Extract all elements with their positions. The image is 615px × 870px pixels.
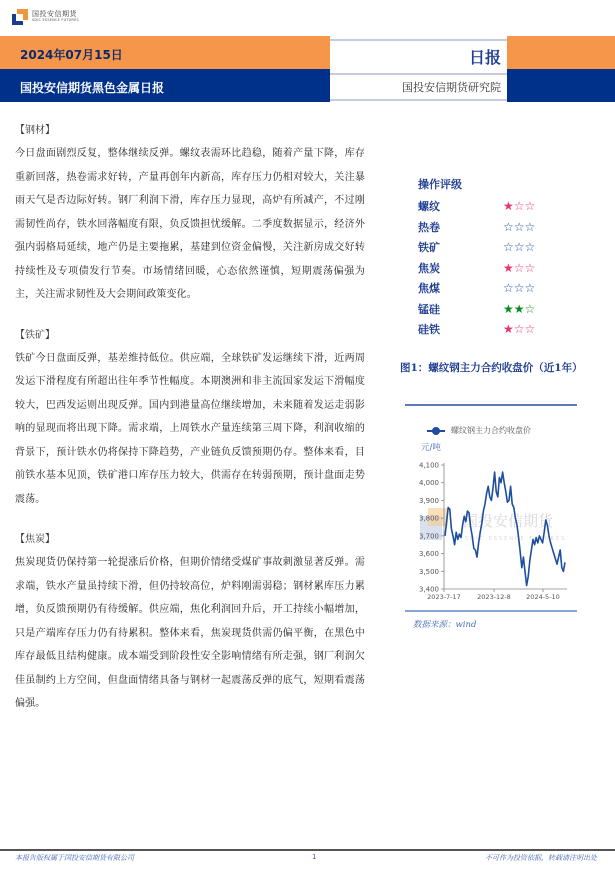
page-number: 1 xyxy=(312,853,317,861)
rating-commodity: 热卷 xyxy=(418,220,440,234)
svg-text:3,800: 3,800 xyxy=(418,514,439,523)
report-date: 2024年07月15日 xyxy=(20,48,123,62)
star-rating-icon: ☆☆☆ xyxy=(503,281,536,296)
section-text: 焦炭现货仍保持第一轮提涨后价格，但期价情绪受煤矿事故刺激显著反弹。需求端，铁水产量虽持续下滑，但仍持较高位，炉料刚需弱稳；钢材累库压力累增，负反馈预期仍有待缓解。供应端，焦化利润回升后，开工持续小幅增加，只是产端库存压力仍有待累积。整体来看，焦炭现货供需仍偏平衡，在黑色中库存最低且结构健康。成本端受到阶段性安全影响情绪有所走强，钢厂利润欠佳虽制约上方空间，但盘面情绪具备与钢材一起震荡反弹的底气，短期看震荡偏强。 xyxy=(15,557,365,709)
svg-text:4,000: 4,000 xyxy=(418,479,439,488)
rating-commodity: 铁矿 xyxy=(418,241,440,255)
company-logo xyxy=(12,9,79,25)
section-text: 铁矿今日盘面反弹，基差维持低位。供应端，全球铁矿发运继续下滑，近两周发运下滑程度有所超出往年季节性幅度。本期澳洲和非主流国家发运下滑幅度较大，巴西发运则出现反弹。国内到港量高位继续增加，未来随着发运走弱影响的显现而将出现下降。需求端，上周铁水产量连续第三周下降，利润收缩的背景下，预计铁水仍将保持下降趋势，产业链负反馈预期仍存。整体来看，目前铁水基本见顶，铁矿港口库存压力较大，供需存在转弱预期，预计盘面走势震荡。 xyxy=(15,352,365,505)
star-rating-icon: ★☆☆ xyxy=(503,260,536,275)
star-rating-icon: ★☆☆ xyxy=(503,199,536,214)
rating-row xyxy=(418,237,568,258)
divider xyxy=(330,73,507,75)
rating-row xyxy=(418,319,568,340)
star-rating-icon: ☆☆☆ xyxy=(503,219,536,234)
divider xyxy=(330,99,507,101)
star-rating-icon: ★★☆ xyxy=(503,301,536,316)
rating-commodity: 焦炭 xyxy=(418,261,440,275)
star-rating-icon: ☆☆☆ xyxy=(503,240,536,255)
ratings-title: 操作评级 xyxy=(418,178,462,191)
logo-name-en: SDIC ESSENCE FUTURES xyxy=(32,18,79,23)
rating-row xyxy=(418,278,568,299)
svg-text:SDIC ESSENCE FUTURES: SDIC ESSENCE FUTURES xyxy=(465,536,567,542)
rating-row xyxy=(418,299,568,320)
svg-text:3,500: 3,500 xyxy=(418,567,439,576)
section-coke xyxy=(15,529,365,716)
rating-commodity: 锰硅 xyxy=(418,302,440,316)
star-rating-icon: ★☆☆ xyxy=(503,322,536,337)
footer-copyright: 本报告版权属于国投安信期货有限公司 xyxy=(15,854,134,862)
legend-marker-icon xyxy=(427,430,445,432)
footer-disclaimer: 不可作为投资依据，转载请注明出处 xyxy=(485,854,597,862)
section-title: 【焦炭】 xyxy=(15,534,55,545)
rating-commodity: 硅铁 xyxy=(418,323,440,337)
figure-title: 图1：螺纹钢主力合约收盘价（近1年） xyxy=(400,362,583,374)
svg-text:4,100: 4,100 xyxy=(418,461,439,470)
rating-row xyxy=(418,196,568,217)
chart-legend xyxy=(427,425,531,436)
rating-row xyxy=(418,217,568,238)
y-axis-unit: 元/吨 xyxy=(421,443,441,453)
section-title: 【铁矿】 xyxy=(15,329,55,341)
svg-text:2024-5-10: 2024-5-10 xyxy=(526,593,560,601)
ratings-panel xyxy=(418,176,568,340)
divider xyxy=(405,404,577,406)
title-box xyxy=(330,36,507,102)
report-type-title: 日报 xyxy=(468,48,501,67)
legend-label: 螺纹钢主力合约收盘价 xyxy=(451,426,531,435)
logo-name-cn: 国投安信期货 xyxy=(32,10,77,19)
footer-divider xyxy=(0,849,615,851)
svg-text:3,600: 3,600 xyxy=(418,550,439,559)
institute-name: 国投安信期货研究院 xyxy=(402,81,501,94)
commentary-column xyxy=(15,120,365,734)
report-name: 国投安信期货黑色金属日报 xyxy=(20,81,165,95)
divider xyxy=(330,39,507,41)
rating-commodity: 焦煤 xyxy=(418,282,440,296)
svg-text:3,400: 3,400 xyxy=(418,585,439,594)
svg-text:2023-7-17: 2023-7-17 xyxy=(427,593,461,601)
divider xyxy=(405,610,577,612)
rating-row xyxy=(418,258,568,279)
section-title: 【钢材】 xyxy=(15,125,55,136)
section-text: 今日盘面剧烈反复，整体继续反弹。螺纹表需环比趋稳，随着产量下降，库存重新回落，热卷需求好转，产量再创年内新高，库存压力仍相对较大，关注暴雨天气是否边际好转。钢厂利润下滑，库存压力显现，高炉有所减产，不过刚需韧性尚存，铁水回落幅度有限，负反馈担忧缓解。二季度数据显示，经济外强内弱格局延续，地产仍是主要拖累，基建到位资金偏慢，关注新房成交好转持续性及专项债发行节奏。市场情绪回暖，心态依然谨慎，短期震荡偏强为主，关注需求韧性及大会期间政策变化。 xyxy=(15,148,365,300)
section-iron-ore xyxy=(15,325,365,512)
svg-text:3,700: 3,700 xyxy=(418,532,439,541)
svg-text:2023-12-8: 2023-12-8 xyxy=(477,593,511,601)
section-steel xyxy=(15,120,365,307)
rating-commodity: 螺纹 xyxy=(418,200,440,214)
logo-icon xyxy=(12,9,28,25)
svg-text:3,900: 3,900 xyxy=(418,496,439,505)
svg-text:国投安信期货: 国投安信期货 xyxy=(463,512,554,530)
data-source: 数据来源：wind xyxy=(413,620,477,630)
price-line-chart xyxy=(395,450,605,610)
